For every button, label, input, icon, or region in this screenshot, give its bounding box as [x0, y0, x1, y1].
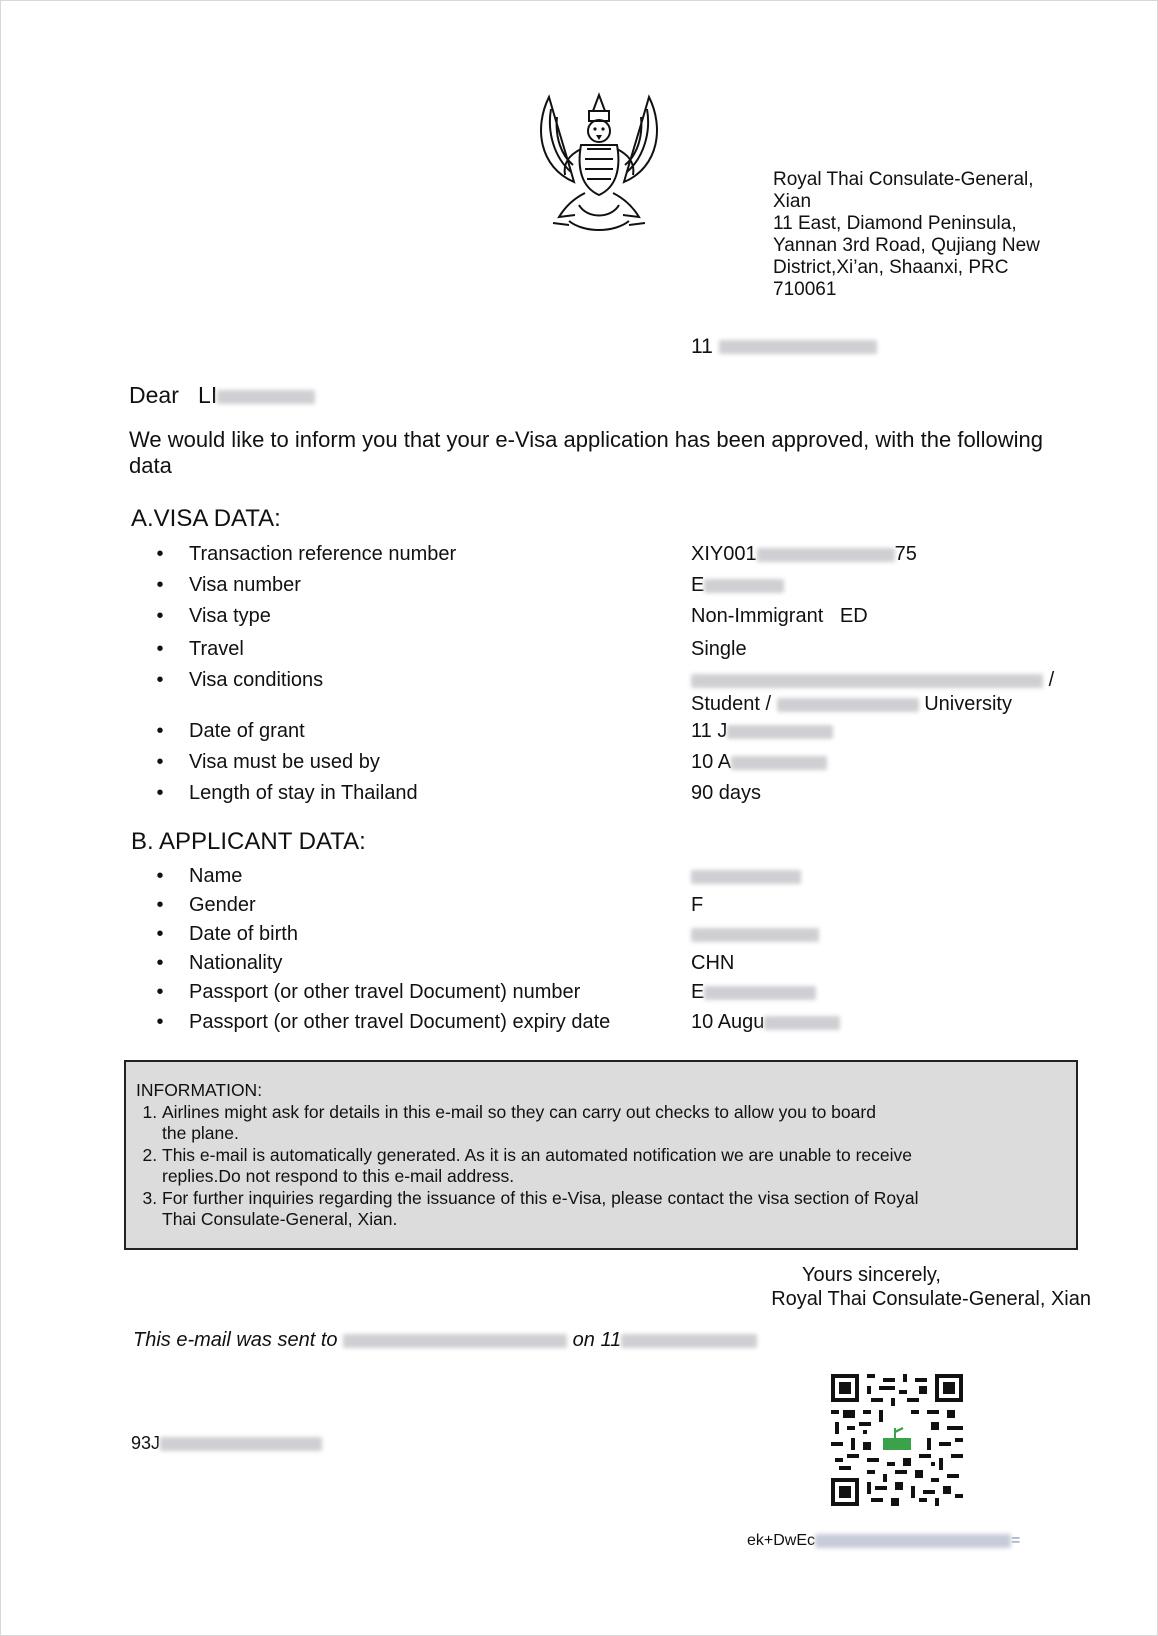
- bullet: •: [156, 574, 164, 596]
- row-value: [691, 1010, 1071, 1034]
- address-line: District,Xi’an, Shaanxi, PRC: [773, 257, 1009, 278]
- bullet: •: [156, 952, 164, 974]
- bullet: •: [156, 669, 164, 691]
- reference-visible: 93J: [131, 1433, 161, 1453]
- value-suffix: 75: [894, 543, 917, 565]
- bullet: •: [156, 894, 164, 916]
- sent-middle: on 11: [572, 1329, 622, 1351]
- row-label: Visa conditions: [189, 669, 324, 691]
- redacted-reference: [160, 1437, 322, 1451]
- bullet: •: [156, 865, 164, 887]
- qr-code-icon: [831, 1374, 963, 1506]
- address-line: Yannan 3rd Road, Qujiang New: [773, 235, 1040, 256]
- row-value: Single: [691, 638, 747, 660]
- row-value: [691, 719, 1071, 743]
- salutation-word: Dear: [129, 382, 179, 408]
- row-label: Visa number: [189, 574, 301, 596]
- redacted-value: [691, 870, 801, 884]
- address-line: Xian: [773, 191, 812, 212]
- row-value: [691, 542, 1071, 566]
- row-label: Passport (or other travel Document) number: [189, 981, 581, 1003]
- bullet: •: [156, 638, 164, 660]
- letter-date: [691, 335, 877, 359]
- value-visible: 10 A: [691, 751, 732, 773]
- value-visible: E: [691, 981, 705, 1003]
- row-value: [691, 922, 1071, 946]
- row-label: Name: [189, 865, 243, 887]
- redacted-value: [731, 756, 827, 770]
- value-visible: E: [691, 574, 705, 596]
- information-item: 2. This e-mail is automatically generated. As it is an automated notification we are unable to receive replies.Do not respond to this e-mail address.: [162, 1145, 952, 1188]
- redacted-value: [704, 986, 816, 1000]
- information-list: [136, 1102, 1066, 1231]
- bullet: •: [156, 923, 164, 945]
- applicant-data-heading: B. APPLICANT DATA:: [131, 828, 366, 855]
- row-label: Transaction reference number: [189, 543, 457, 565]
- bullet: •: [156, 981, 164, 1003]
- date-visible: 11: [691, 335, 713, 358]
- value-prefix: Student /: [691, 693, 772, 715]
- signature-prefix: ek+DwEc: [747, 1532, 816, 1549]
- salutation: [129, 382, 315, 409]
- row-value: Non-Immigrant ED: [691, 605, 868, 627]
- redacted-value: [727, 725, 833, 739]
- bullet: •: [156, 720, 164, 742]
- value-suffix: /: [1048, 669, 1055, 691]
- row-value: [691, 980, 1071, 1004]
- redacted-name: [217, 390, 315, 404]
- sent-prefix: This e-mail was sent to: [133, 1329, 338, 1351]
- row-value: [691, 864, 1071, 888]
- redacted-email: [343, 1334, 567, 1348]
- information-item: 1. Airlines might ask for details in this e-mail so they can carry out checks to allow you to board the plane.: [162, 1102, 902, 1145]
- redacted-date: [621, 1334, 757, 1348]
- row-value: [691, 668, 1071, 716]
- row-label: Nationality: [189, 952, 283, 974]
- value-visible: XIY001: [691, 543, 757, 565]
- row-label: Date of grant: [189, 720, 305, 742]
- value-suffix: University: [924, 693, 1012, 715]
- visa-data-heading: A.VISA DATA:: [131, 505, 281, 532]
- reference-code: [131, 1433, 322, 1454]
- bullet: •: [156, 605, 164, 627]
- row-label: Gender: [189, 894, 256, 916]
- row-label: Date of birth: [189, 923, 298, 945]
- bullet: •: [156, 543, 164, 565]
- row-value: [691, 750, 1071, 774]
- sent-notice: [133, 1329, 757, 1352]
- redacted-value: [777, 698, 919, 712]
- address-line: Royal Thai Consulate-General,: [773, 169, 1034, 190]
- bullet: •: [156, 751, 164, 773]
- recipient-name: LI: [198, 382, 218, 408]
- value-visible: 10 Augu: [691, 1011, 765, 1033]
- value-visible: 11 J: [691, 720, 728, 742]
- closing-line: Royal Thai Consulate-General, Xian: [771, 1288, 1091, 1310]
- digital-signature: [747, 1532, 1020, 1550]
- row-label: Passport (or other travel Document) expiry date: [189, 1011, 611, 1033]
- information-item: 3. For further inquiries regarding the issuance of this e-Visa, please contact the visa section of Royal Thai Consulate-General, Xian.: [162, 1188, 952, 1231]
- information-box: [124, 1060, 1078, 1250]
- bullet: •: [156, 1011, 164, 1033]
- garuda-emblem-icon: [529, 87, 669, 239]
- row-label: Length of stay in Thailand: [189, 782, 418, 804]
- row-value: [691, 573, 1071, 597]
- row-value: CHN: [691, 952, 735, 974]
- row-value: 90 days: [691, 782, 762, 804]
- redacted-date: [719, 340, 877, 354]
- closing: [701, 1263, 1091, 1311]
- row-label: Visa must be used by: [189, 751, 380, 773]
- information-heading: INFORMATION:: [136, 1080, 263, 1100]
- closing-line: Yours sincerely,: [802, 1264, 941, 1286]
- redacted-signature: [815, 1534, 1011, 1548]
- redacted-value: [704, 579, 784, 593]
- address-line: 710061: [773, 279, 837, 300]
- redacted-value: [757, 548, 895, 562]
- intro-paragraph: We would like to inform you that your e-Visa application has been approved, with the following data: [129, 427, 1043, 478]
- row-label: Travel: [189, 638, 244, 660]
- row-value: F: [691, 894, 704, 916]
- redacted-value: [691, 928, 819, 942]
- consulate-address: [773, 169, 1073, 301]
- address-line: 11 East, Diamond Peninsula,: [773, 213, 1017, 234]
- signature-suffix: =: [1011, 1532, 1021, 1549]
- bullet: •: [156, 782, 164, 804]
- redacted-value: [764, 1016, 840, 1030]
- redacted-value: [691, 674, 1043, 688]
- row-label: Visa type: [189, 605, 271, 627]
